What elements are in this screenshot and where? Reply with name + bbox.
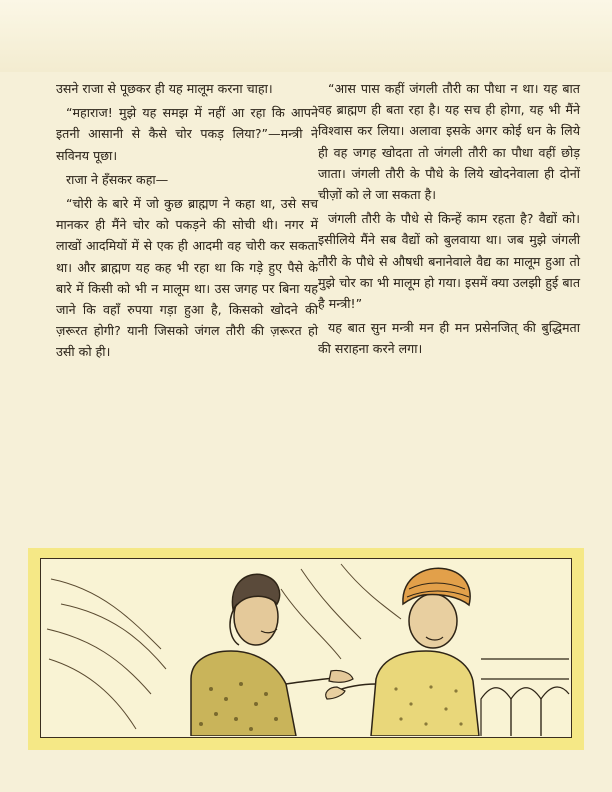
right-paragraph-1: “आस पास कहीं जंगली तौरी का पौधा न था। यह बात वह ब्राह्मण ही बता रहा है। यह सच ही होगा, यह भी मैंने विश्वास कर लिया। अलावा इसके अगर कोई धन के लिये ही वह जगह खोदता तो जंगली तौरी का पौधा वहीं छोड़ जाता। जंगली तौरी के पौधे के लिये खोदनेवाला ही दोनों चीज़ों को ले जा सकता है। [318,81,580,203]
palace-arches [481,659,569,736]
king-figure [191,574,353,736]
right-paragraph-2: जंगली तौरी के पौधे से किन्हें काम रहता है? वैद्यों को। इसीलिये मैंने सब वैद्यों को बुलवाया था। जब मुझे जंगली तौरी के पौधे से औषधी बनानेवाले वैद्य का मालूम हुआ तो मुझे चोर का भी मालूम हो गया। इसमें क्या उलझी हुई बात है मन्त्री!” [318,211,580,312]
page-top-margin [0,0,612,72]
page-bottom-margin [0,758,612,792]
right-text-column [318,78,580,363]
minister-figure [326,568,479,736]
right-paragraph-3: यह बात सुन मन्त्री मन ही मन प्रसेनजित् की बुद्धिमता की सराहना करने लगा। [318,320,580,357]
left-text-column [56,78,318,366]
illustration-drawing [41,559,570,736]
left-paragraph-3: राजा ने हँसकर कहा— [66,171,169,187]
left-paragraph-4: “चोरी के बारे में जो कुछ ब्राह्मण ने कहा था, उसे सच मानकर ही मैंने चोर को पकड़ने की सोची थी। नगर में लाखों आदमियों में से एक ही आदमी वह चोरी कर सकता था। और ब्राह्मण यह कह भी रहा था कि गड़े हुए पैसे के बारे में किसी को भी न मालूम था। उस जगह पर बिना यह जाने कि वहाँ रुपया गड़ा हुआ है, किसको खोदने की ज़रूरत होगी? यानी जिसको जंगल तौरी की ज़रूरत हो उसी को ही। [56,196,318,360]
left-paragraph-1: उसने राजा से पूछकर ही यह मालूम करना चाहा। [56,81,273,96]
left-paragraph-2: “महाराज! मुझे यह समझ में नहीं आ रहा कि आपने इतनी आसानी से कैसे चोर पकड़ लिया?”—मन्त्री ने सविनय पूछा। [56,105,318,163]
king-and-minister-illustration [40,558,572,738]
illustration-frame [28,548,584,750]
